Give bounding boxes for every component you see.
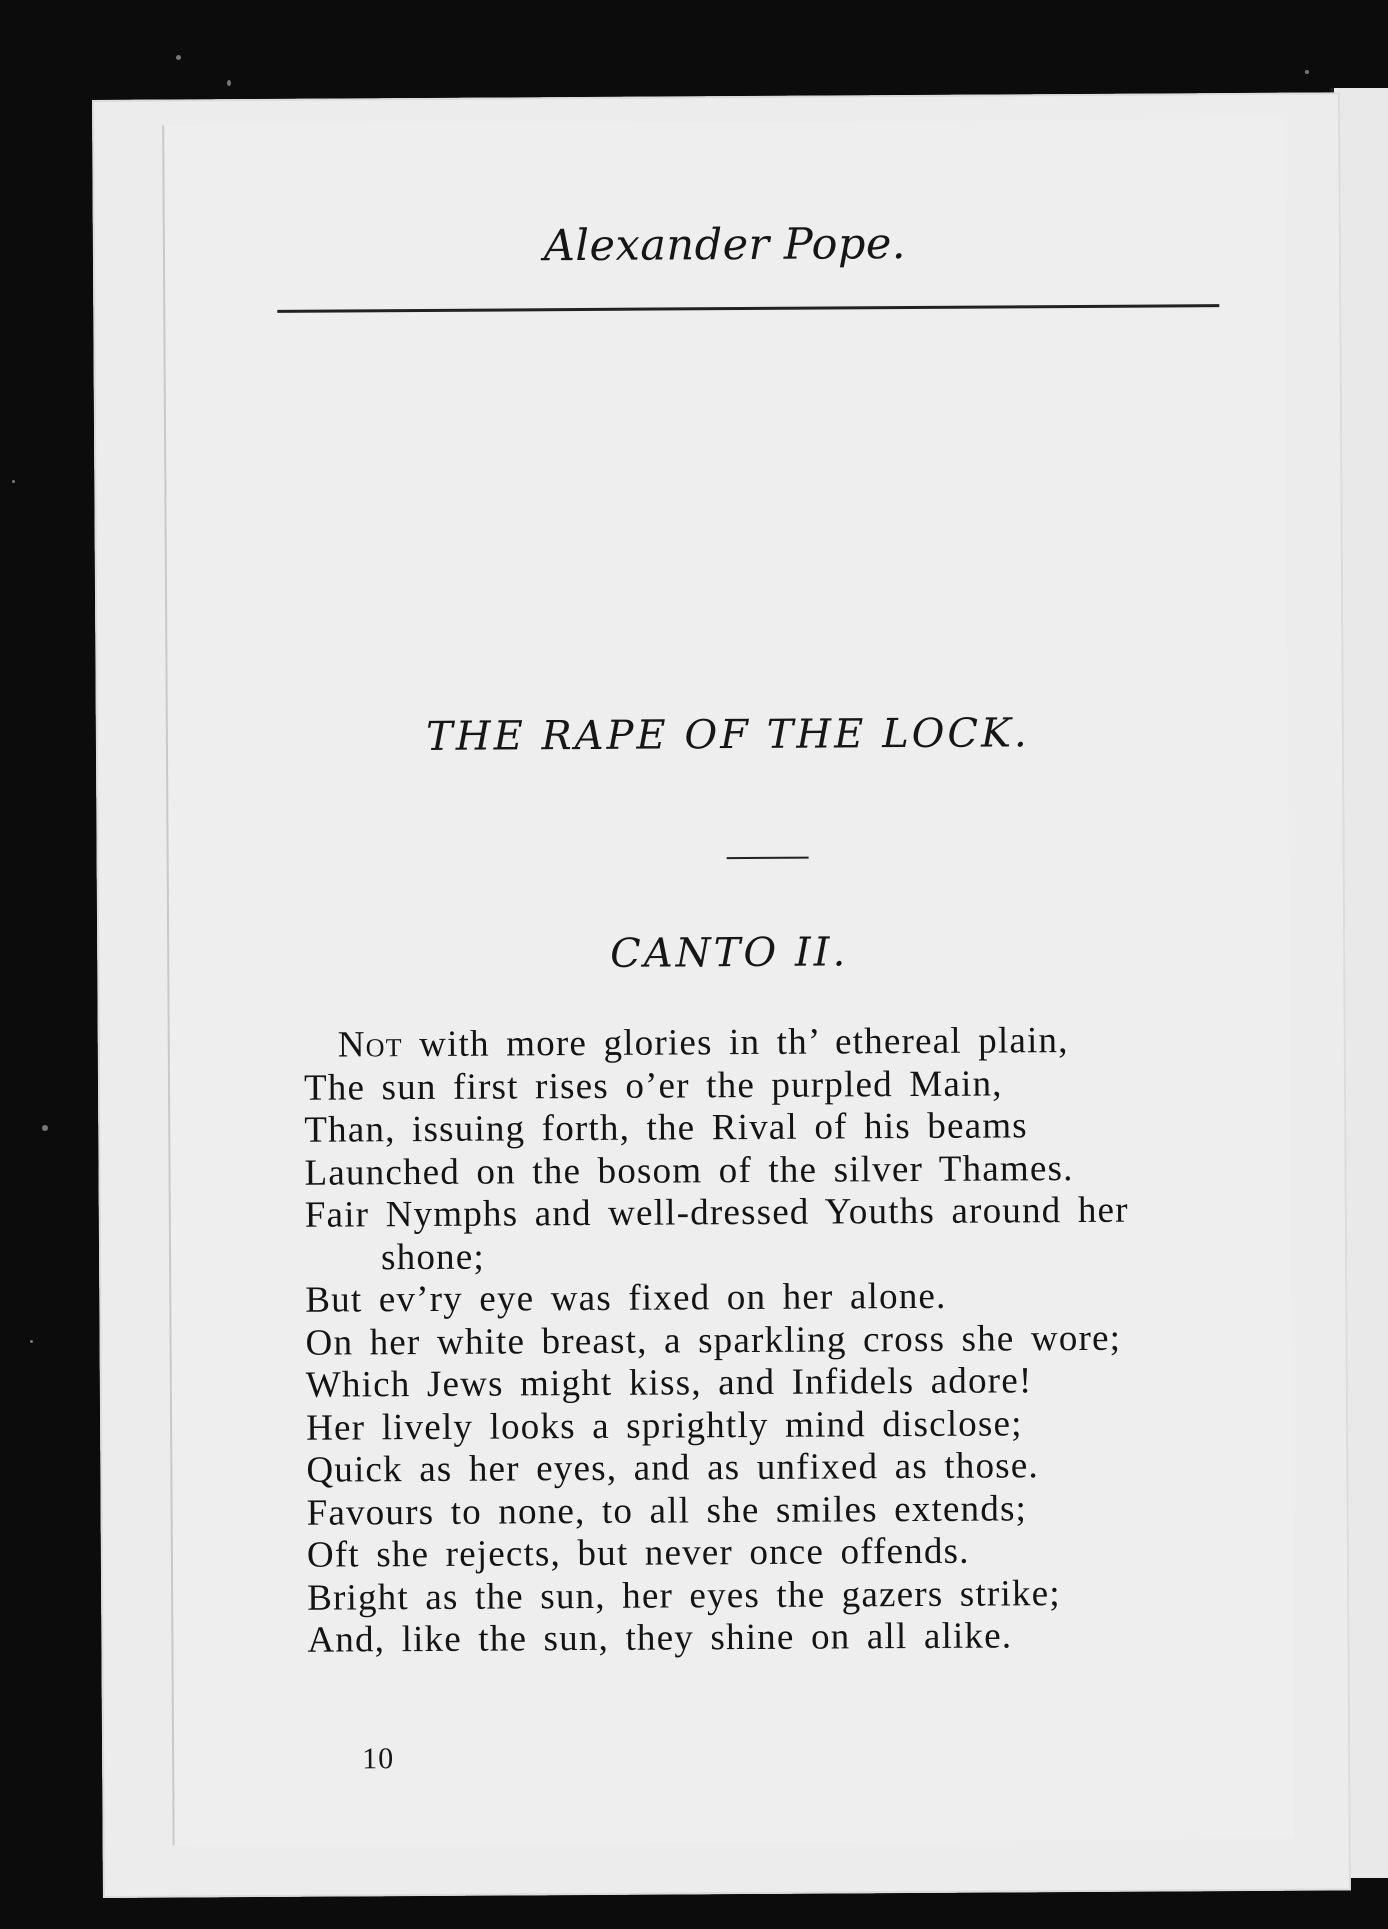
poem-line: Which Jews might kiss, and Infidels adore!: [305, 1360, 1033, 1406]
scan-speck: [176, 55, 181, 60]
poem-line: Than, issuing forth, the Rival of his beams: [304, 1105, 1028, 1151]
poem-line: Quick as her eyes, and as unfixed as those.: [306, 1445, 1040, 1491]
title-rule: [727, 857, 809, 860]
poem-line: Fair Nymphs and well-dressed Youths around her: [304, 1189, 1129, 1236]
poem-stanza: [304, 1019, 1288, 1662]
canto-heading: CANTO II.: [610, 929, 849, 977]
poem-line: The sun first rises o’er the purpled Main,: [303, 1062, 1003, 1109]
poem-line: And, like the sun, they shine on all alike.: [307, 1615, 1013, 1661]
poem-line: [304, 1019, 1284, 1067]
poem-title: THE RAPE OF THE LOCK.: [425, 710, 1030, 760]
poem-line: On her white breast, a sparkling cross she wore;: [305, 1317, 1122, 1364]
page-text-block: [162, 119, 1294, 1846]
poem-line: Launched on the bosom of the silver Thames.: [304, 1147, 1074, 1194]
poem-line: Bright as the sun, her eyes the gazers strike;: [307, 1572, 1061, 1619]
scan-speck: [30, 1340, 33, 1343]
scan-speck: [42, 1125, 48, 1131]
scan-speck: [12, 480, 15, 483]
header-rule: [277, 304, 1219, 313]
scan-speck: [227, 80, 231, 86]
poem-line-turnover: shone;: [380, 1236, 486, 1278]
poem-line: Favours to none, to all she smiles extends;: [306, 1487, 1028, 1534]
page-number: 10: [362, 1742, 395, 1776]
scan-speck: [1305, 70, 1309, 74]
first-line-text: with more glories in th’ ethereal plain,: [402, 1020, 1069, 1066]
poem-line: Her lively looks a sprightly mind disclose;: [305, 1402, 1023, 1449]
running-head: Alexander Pope.: [543, 219, 907, 272]
poem-line: Oft she rejects, but never once offends.: [306, 1530, 970, 1576]
first-word: Not: [337, 1024, 403, 1066]
book-page: [92, 92, 1351, 1898]
poem-line: But ev’ry eye was fixed on her alone.: [305, 1275, 947, 1321]
